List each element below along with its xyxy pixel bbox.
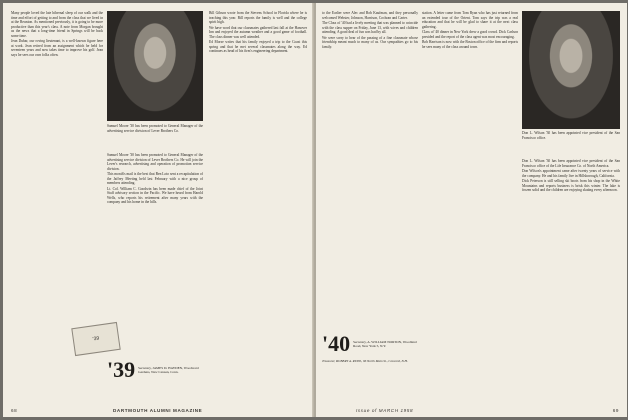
- paragraph: Lt. Col. William C. Goodwin has been made chief of the Joint Staff advisory section in the Pacific. We have heard from Harold Wells, who reports his retirement after many years with the company and his home in the hills.: [107, 186, 203, 205]
- right-column-3: [522, 159, 620, 399]
- paragraph: Jean Dubar, our roving lieutenant, is a well-known figure here at work. Jean retired from an assignment which he held for seventeen years and now takes time to improve his golf. Jean says he sees our own folks often.: [11, 39, 103, 57]
- paragraph: Dick Peterson is still selling ski boots from his shop in the White Mountains and reports business is brisk this winter. The lake is frozen solid and the children are enjoying skating every afternoon.: [522, 179, 620, 193]
- class-stamp-graphic: [71, 322, 120, 356]
- paragraph: Many people loved the late hibernal sleep of our walk and the time and effort of getting to and from the class that we lived in at the Reunion. As mentioned previously, it is going to be more productive than this year's class. A note from Morgan brought us the news that a long-time friend in Springs will be back some time.: [11, 11, 103, 38]
- paragraph: station. A letter came from Tom Ryan who has just returned from an extended tour of the Orient. Tom says the trip was a real education and that he will be glad to share it at the next class gathering.: [422, 11, 518, 29]
- paragraph: This month's mail is the best that Ben Loto sent a recapitulation of the Jaffrey Meeting held last February with a nice group of members attending.: [107, 172, 203, 186]
- left-column-3: [209, 11, 307, 399]
- paragraph: Samuel Moore '30 has been promoted to General Manager of the advertising service division of Lever Brothers Co. He will join the Lever's research, advertising and operation of promotion service division.: [107, 153, 203, 171]
- right-column-1: [322, 11, 418, 331]
- class-heading: [107, 357, 205, 383]
- paragraph: The Class of '40 had a lively meeting that was planned to coincide with the class supper on Friday, June 13, with wives and children attending. A good deal of fun was had by all.: [322, 21, 418, 35]
- paragraph: Bill Gibson wrote from the Stevens School in Florida where he is teaching this year. Bill reports the family is well and the college spirit high.: [209, 11, 307, 24]
- class-number: '39: [107, 357, 136, 382]
- page-number: 69: [612, 408, 619, 413]
- paragraph: Don Wilson's appointment came after twenty years of service with the company. He and his family live in Hillsborough, California.: [522, 169, 620, 178]
- issue-date: Issue of MARCH 1958: [356, 408, 414, 413]
- magazine-name: DARTMOUTH ALUMNI MAGAZINE: [113, 408, 203, 413]
- left-column-2: [107, 153, 203, 323]
- right-footer: [316, 406, 627, 413]
- left-footer: [3, 406, 314, 413]
- paragraph: Class of '40 dinner in New York drew a good crowd. Dick Carlson presided and the report of the class agent was most encouraging.: [422, 30, 518, 39]
- class-secretary: Secretary, A. WILLIAM NORTON, Woodland Road, New York 5, N.Y.: [353, 340, 417, 348]
- treasurer-line: Treasurer, ROBERT A. RUHL, 96 North Main St., Concord, N.H.: [322, 359, 408, 363]
- page-number: 68: [11, 408, 18, 413]
- treasurer-note: [322, 359, 418, 399]
- paragraph: to the Earlier were Alec and Bob Kaufman, and they personally welcomed Webster, Johnson, Harrison, Cochran and Carter.: [322, 11, 418, 20]
- paragraph: We have word that our classmates gathered last fall at the Hanover Inn and enjoyed the autumn weather and a good game of football. The class dinner was well attended.: [209, 25, 307, 39]
- class-heading: [322, 333, 418, 355]
- right-page: [316, 3, 627, 417]
- paragraph: Don L. Wilson '30 has been appointed vice president of the San Francisco office of the Life Insurance Co. of North America.: [522, 159, 620, 168]
- photo-caption: Don L. Wilson '30 has been appointed vice president of the San Francisco office.: [522, 131, 620, 140]
- paragraph: Ed Morse writes that his family enjoyed a trip to the Coast this spring and that he met several classmates along the way. Ed continues as head of his firm's engineering department.: [209, 40, 307, 54]
- paragraph: We were sorry to hear of the passing of a fine classmate whose friendship meant much to many of us. Our sympathies go to his family.: [322, 35, 418, 49]
- class-secretary: Secretary, JAMES D. HAYDEN, Woodward Gardens, New Canaan, Conn.: [138, 366, 199, 374]
- paragraph: Bob Harrison is now with the Boston office of the firm and reports he sees many of the class around town.: [422, 40, 518, 49]
- portrait-photo: [522, 11, 620, 129]
- photo-caption: Samuel Moore '30 has been promoted to General Manager of the advertising service division of Lever Brothers Co.: [107, 124, 203, 133]
- stamp-label: '39: [92, 335, 100, 343]
- right-column-2: [422, 11, 518, 399]
- left-page: [3, 3, 314, 417]
- portrait-photo: [107, 11, 203, 121]
- class-number: '40: [322, 331, 351, 356]
